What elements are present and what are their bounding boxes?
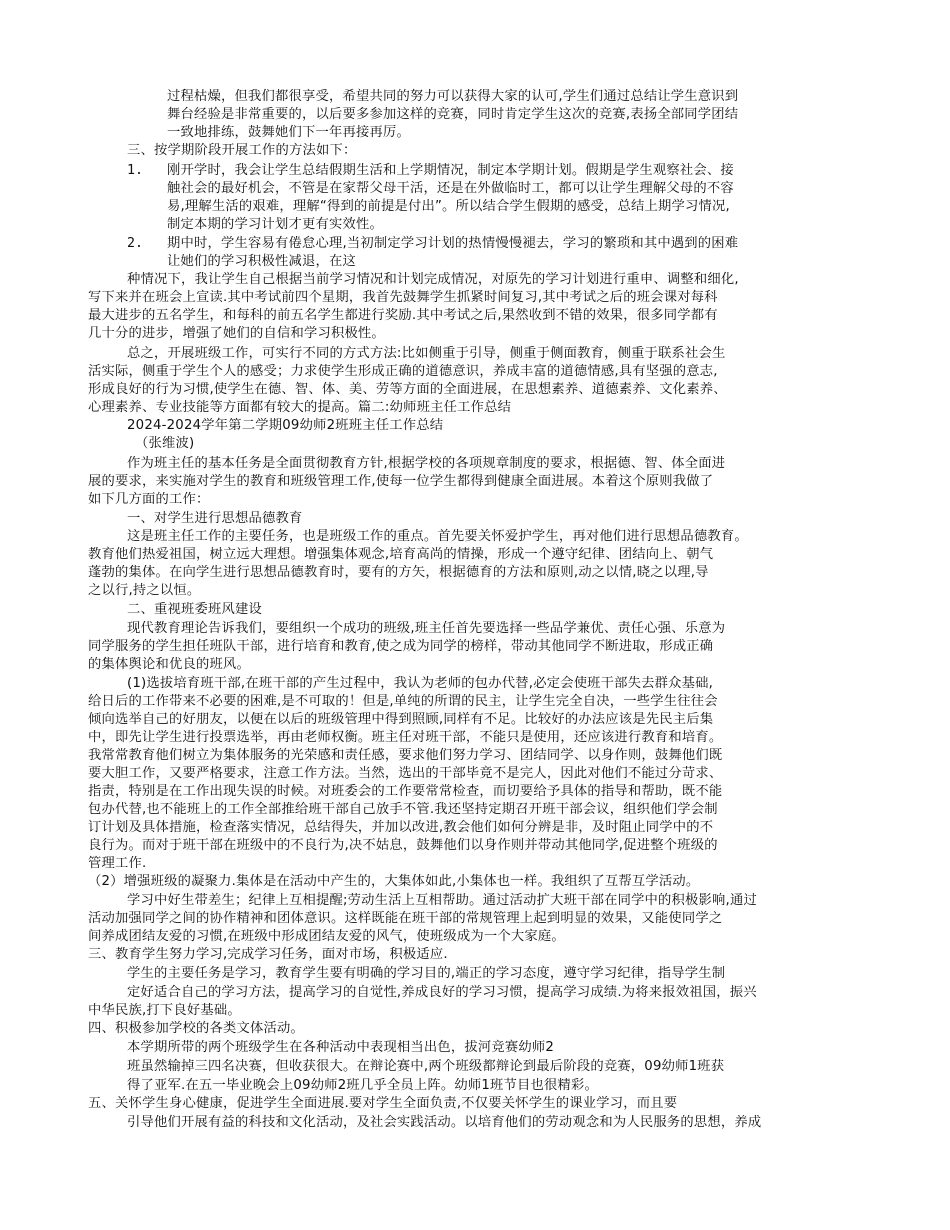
section-heading: 学生的主要任务是学习，教育学生要有明确的学习目的,端正的学习态度，遵守学习纪律，指导学生制 (127, 966, 726, 981)
text-line: (1)选拔培育班干部,在班干部的产生过程中，我认为老师的包办代替,必定会使班干部失去群众基础, (127, 676, 714, 691)
text-line: 五、关怀学生身心健康，促进学生全面进展.要对学生全面负责,不仅要关怀学生的课业学习，而且要 (88, 1096, 678, 1111)
text-line: 种情况下，我让学生自己根据当前学习情况和计划完成情况，对原先的学习计划进行重申、调整和细化, (127, 272, 739, 287)
text-line: 良行为。而对于班干部在班级中的不良行为,决不姑息，鼓舞他们以身作则并带动其他同学,促进整个班级的 (88, 838, 718, 853)
text-line: 期中时，学生容易有倦怠心理,当初制定学习计划的热情慢慢褪去，学习的繁琐和其中遇到的困难 (167, 236, 739, 251)
author-line: （张维波) (135, 436, 195, 451)
text-line: 教育他们热爱祖国，树立远大理想。增强集体观念,培育高尚的情操，形成一个遵守纪律、团结向上、朝气 (88, 547, 714, 562)
text-line: 同学服务的学生担任班队干部，进行培育和教育,使之成为同学的榜样，带动其他同学不断进取，形成正确 (88, 639, 714, 654)
text-line: 定好适合自己的学习方法，提高学习的自觉性,养成良好的学习习惯，提高学习成绩.为将来报效祖国，振兴 (127, 985, 757, 1000)
text-line: 展的要求，来实施对学生的教育和班级管理工作,使每一位学生都得到健康全面进展。本着这个原则我做了 (88, 474, 714, 489)
text-line: 管理工作. (88, 856, 147, 871)
text-line: 我常常教育他们树立为集体服务的光荣感和责任感，要求他们努力学习、团结同学、以身作则，鼓舞他们既 (88, 748, 723, 763)
text-line: 蓬勃的集体。在向学生进行思想品德教育时，要有的方矢，根据德育的方法和原则,动之以情,晓之以理,导 (88, 565, 709, 580)
text-line: 总之，开展班级工作，可实行不同的方式方法:比如侧重于引导，侧重于侧面教育，侧重于联系社会生 (127, 346, 726, 361)
text-line: 活实际，侧重于学生个人的感受；力求使学生形成正确的道德意识，养成丰富的道德情感,具有坚强的意志, (88, 364, 718, 379)
text-line: 给日后的工作带来不必要的困难,是不可取的！但是,单纯的所谓的民主，让学生完全自决，一些学生往往会 (88, 694, 718, 709)
text-line: 得了亚军.在五一毕业晚会上09幼师2班几乎全员上阵。幼师1班节目也很精彩。 (127, 1078, 598, 1093)
text-line: 一致地排练，鼓舞她们下一年再接再厉。 (167, 125, 410, 140)
text-line: 指责，特别是在工作出现失误的时候。对班委会的工作要常常检查，而切要给予具体的指导和帮助，既不能 (88, 784, 723, 799)
text-line: 之以行,持之以恒。 (88, 583, 201, 598)
text-line: 活动加强同学之间的协作精神和团体意识。这样既能在班干部的常规管理上起到明显的效果，又能使同学之 (88, 911, 723, 926)
text-line: 现代教育理论告诉我们，要组织一个成功的班级,班主任首先要选择一些品学兼优、责任心强、乐意为 (127, 621, 726, 636)
text-line: 四、积极参加学校的各类文体活动。 (88, 1021, 304, 1036)
text-line: 要大胆工作，又要严格要求，注意工作方法。当然，选出的干部毕竟不是完人，因此对他们不能过分苛求、 (88, 766, 723, 781)
document-title: 2024-2024学年第二学期09幼师2班班主任工作总结 (127, 418, 444, 433)
text-line: 订计划及具体措施，检查落实情况，总结得失，并加以改进,教会他们如何分辨是非，及时阻止同学中的不 (88, 820, 714, 835)
text-line: 写下来并在班会上宣读.其中考试前四个星期，我首先鼓舞学生抓紧时间复习,其中考试之后的班会课对每科 (88, 290, 718, 305)
section-heading: 本学期所带的两个班级学生在各种活动中表现相当出色，拔河竞赛幼师2 (127, 1040, 555, 1055)
text-line: 倾向选举自己的好朋友，以便在以后的班级管理中得到照顾,同样有不足。比较好的办法应该是先民主后集 (88, 712, 714, 727)
text-line: 几十分的进步，增强了她们的自信和学习积极性。 (88, 326, 385, 341)
text-line: 制定本期的学习计划才更有实效性。 (167, 217, 383, 232)
text-line: 易,理解生活的艰难，理解“得到的前提是付出”。所以结合学生假期的感受，总结上期学习情况, (167, 199, 730, 214)
text-line: 刚开学时，我会让学生总结假期生活和上学期情况，制定本学期计划。假期是学生观察社会、接 (167, 163, 734, 178)
text-line: 作为班主任的基本任务是全面贯彻教育方针,根据学校的各项规章制度的要求，根据德、智、体全面进 (127, 456, 726, 471)
text-line: 这是班主任工作的主要任务，也是班级工作的重点。首先要关怀爱护学生，再对他们进行思想品德教育。 (127, 529, 748, 544)
text-line: 形成良好的行为习惯,使学生在德、智、体、美、劳等方面的全面进展，在思想素养、道德素养、文化素养、 (88, 382, 727, 397)
text-line: 让她们的学习积极性减退，在这 (167, 254, 356, 269)
text-line: 三、教育学生努力学习,完成学习任务，面对市场，积极适应. (88, 947, 448, 962)
text-line: 间养成团结友爱的习惯,在班级中形成团结友爱的风气，使班级成为一个大家庭。 (88, 929, 565, 944)
text-line: 中，即先让学生进行投票选举，再由老师权衡。班主任对班干部，不能只是使用，还应该进行教育和培育。 (88, 730, 723, 745)
text-line: 心理素养、专业技能等方面都有较大的提高。篇二:幼师班主任工作总结 (88, 400, 512, 415)
text-line: 中华民族,打下良好基础。 (88, 1003, 241, 1018)
section-heading: 二、重视班委班风建设 (127, 602, 262, 617)
text-line: 舞台经验是非常重要的，以后要多参加这样的竞赛，同时肯定学生这次的竞赛,表扬全部同学团结 (167, 107, 739, 122)
text-line: 如下几方面的工作： (88, 492, 210, 507)
text-line: 班虽然输掉三四名决赛，但收获很大。在辩论赛中,两个班级都辩论到最后阶段的竞赛，09幼师1班获 (127, 1059, 725, 1074)
section-heading: 一、对学生进行思想品德教育 (127, 511, 303, 526)
text-line: 的集体舆论和优良的班风。 (88, 657, 250, 672)
list-marker: 2. (127, 236, 144, 251)
text-line: 最大进步的五名学生，和每科的前五名学生都进行奖励.其中考试之后,果然收到不错的效果，很多同学都有 (88, 308, 718, 323)
section-heading: 三、按学期阶段开展工作的方法如下： (127, 143, 357, 158)
text-line: 过程枯燥，但我们都很享受，希望共同的努力可以获得大家的认可,学生们通过总结让学生意识到 (167, 89, 739, 104)
list-marker: 1. (127, 163, 144, 178)
text-line: 学习中好生带差生；纪律上互相提醒;劳动生活上互相帮助。通过活动扩大班干部在同学中的积极影响,通过 (127, 893, 757, 908)
text-line: （2）增强班级的凝聚力.集体是在活动中产生的，大集体如此,小集体也一样。我组织了互帮互学活动。 (88, 874, 700, 889)
text-line: 包办代替,也不能班上的工作全部推给班干部自己放手不管.我还坚持定期召开班干部会议，组织他们学会制 (88, 802, 718, 817)
text-line: 触社会的最好机会，不管是在家帮父母干活，还是在外做临时工，都可以让学生理解父母的不容 (167, 181, 734, 196)
text-line: 引导他们开展有益的科技和文化活动，及社会实践活动。以培育他们的劳动观念和为人民服务的思想，养成 (127, 1115, 762, 1130)
